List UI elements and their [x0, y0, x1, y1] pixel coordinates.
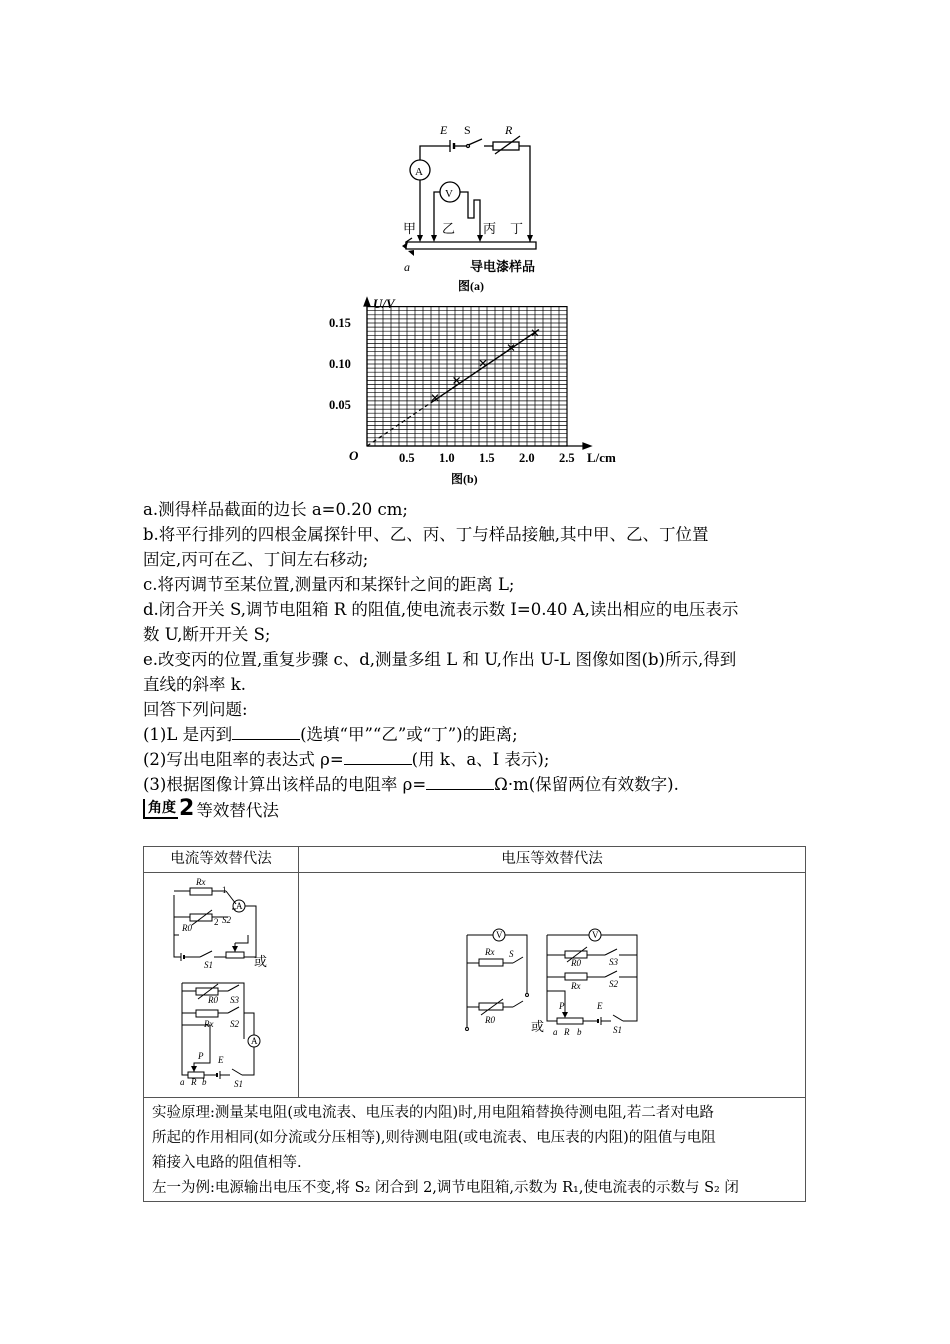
s2-label-v2: S2	[609, 979, 618, 989]
principle-cell	[144, 1098, 806, 1202]
r-label-2: R	[191, 1077, 197, 1087]
rx-label-v2: Rx	[571, 981, 581, 991]
question-3-text: (3)根据图像计算出该样品的电阻率 ρ=	[143, 775, 427, 794]
step-d-cont: 数 U,断开开关 S;	[143, 625, 271, 644]
b-label-2: b	[202, 1077, 207, 1087]
y-axis-label: U/V	[373, 296, 395, 311]
x-tick-label: 2.0	[519, 451, 535, 465]
voltmeter-v2: V	[592, 930, 599, 940]
step-e: e.改变丙的位置,重复步骤 c、d,测量多组 L 和 U,作出 U-L 图像如图(b)所示,得到	[143, 650, 737, 669]
x-tick-label: 0.5	[399, 451, 415, 465]
rx-label-2: Rx	[204, 1019, 214, 1029]
s1-label-1: S1	[204, 960, 213, 970]
data-point	[480, 360, 486, 366]
s1-label-v2: S1	[613, 1025, 622, 1035]
or-1: 或	[254, 955, 268, 970]
e-label-v2: E	[597, 1001, 603, 1011]
answer-blank-3[interactable]	[426, 775, 494, 790]
or-2: 或	[531, 1020, 545, 1035]
voltage-circuits-cell	[299, 873, 806, 1098]
question-2	[143, 748, 549, 772]
question-3-tail: Ω·m(保留两位有效数字).	[494, 775, 679, 794]
section-number: 2	[179, 796, 195, 821]
probe-yi: 乙	[442, 222, 456, 237]
principle-line-1: 实验原理:测量某电阻(或电流表、电压表的内阻)时,用电阻箱替换待测电阻,若二者对电路	[152, 1105, 714, 1121]
voltmeter-v1: V	[496, 930, 503, 940]
e-label-2: E	[218, 1055, 224, 1065]
voltage-substitution-circuits	[459, 921, 649, 1041]
s1-label-2: S1	[234, 1079, 243, 1089]
question-1-tail: (选填“甲”“乙”或“丁”)的距离;	[300, 725, 518, 744]
question-1	[143, 723, 518, 747]
r0-label-v2: R0	[571, 958, 581, 968]
figure-a-circuit	[398, 118, 548, 298]
origin-label: O	[349, 448, 359, 463]
answer-blank-1[interactable]	[232, 725, 300, 740]
switch-pos-1: 1	[222, 885, 227, 895]
principle-line-2: 所起的作用相同(如分流或分压相等),则待测电阻(或电流表、电压表的内阻)的阻值与电阻	[152, 1130, 716, 1146]
answer-blank-2[interactable]	[344, 750, 412, 765]
s3-label-v2: S3	[609, 957, 618, 967]
section-heading	[143, 794, 279, 824]
ammeter-1: A	[236, 901, 243, 911]
step-c: c.将丙调节至某位置,测量丙和某探针之间的距离 L;	[143, 575, 515, 594]
step-b: b.将平行排列的四根金属探针甲、乙、丙、丁与样品接触,其中甲、乙、丁位置	[143, 525, 709, 544]
x-tick-label: 2.5	[559, 451, 575, 465]
question-2-tail: (用 k、a、I 表示);	[411, 750, 550, 769]
sample-label: 导电漆样品	[470, 260, 536, 275]
figure-a-caption: 图(a)	[458, 279, 484, 293]
step-e-cont: 直线的斜率 k.	[143, 675, 246, 694]
label-a: a	[404, 260, 410, 274]
figure-b-chart	[325, 296, 625, 492]
label-R: R	[505, 123, 513, 137]
header-voltage-method: 电压等效替代法	[299, 847, 806, 873]
x-tick-label: 1.0	[439, 451, 455, 465]
s2-label-1: S2	[222, 915, 231, 925]
s2-label-2: S2	[230, 1019, 239, 1029]
step-d: d.闭合开关 S,调节电阻箱 R 的阻值,使电流表示数 I=0.40 A,读出相应的电压表示	[143, 600, 739, 619]
probe-ding: 丁	[510, 222, 524, 237]
y-tick-label: 0.05	[329, 398, 351, 412]
y-tick-label: 0.10	[329, 357, 351, 371]
section-title: 等效替代法	[196, 801, 279, 820]
ammeter-2: A	[251, 1036, 258, 1046]
step-b-cont: 固定,丙可在乙、丁间左右移动;	[143, 550, 369, 569]
voltmeter-label: V	[445, 188, 453, 200]
question-2-text: (2)写出电阻率的表达式 ρ=	[143, 750, 344, 769]
probe-bing: 丙	[483, 222, 497, 237]
r0-label-v1: R0	[485, 1015, 495, 1025]
x-axis-label: L/cm	[587, 450, 616, 465]
a-label-2: a	[180, 1077, 185, 1087]
s-label-v1: S	[509, 949, 514, 959]
x-tick-label: 1.5	[479, 451, 495, 465]
ammeter-label: A	[415, 166, 423, 178]
p-label-v2: P	[559, 1001, 565, 1011]
switch-pos-2: 2	[214, 917, 219, 927]
y-tick-label: 0.15	[329, 316, 351, 330]
label-E: E	[440, 123, 448, 137]
s3-label-2: S3	[230, 995, 239, 1005]
step-a: a.测得样品截面的边长 a=0.20 cm;	[143, 500, 408, 519]
rx-label-1: Rx	[196, 877, 206, 887]
principle-line-4: 左一为例:电源输出电压不变,将 S₂ 闭合到 2,调节电阻箱,示数为 R₁,使电流表的示数与 S₂ 闭	[152, 1180, 739, 1196]
current-substitution-circuits	[144, 873, 294, 1093]
question-1-text: (1)L 是丙到	[143, 725, 233, 744]
header-current-method: 电流等效替代法	[144, 847, 299, 873]
a-label-v2: a	[553, 1027, 558, 1037]
r0-label-1: R0	[182, 923, 192, 933]
rx-label-v1: Rx	[485, 947, 495, 957]
label-S: S	[464, 123, 471, 137]
r-label-v2: R	[564, 1027, 570, 1037]
current-circuits-cell	[144, 873, 299, 1098]
section-badge: 角度	[143, 799, 178, 819]
p-label-2: P	[198, 1051, 204, 1061]
b-label-v2: b	[577, 1027, 582, 1037]
figure-b-caption: 图(b)	[451, 472, 478, 486]
questions-intro: 回答下列问题:	[143, 700, 248, 719]
probe-jia: 甲	[403, 222, 417, 237]
principle-line-3: 箱接入电路的阻值相等.	[152, 1155, 302, 1171]
r0-label-2: R0	[208, 995, 218, 1005]
method-table	[143, 846, 806, 1202]
